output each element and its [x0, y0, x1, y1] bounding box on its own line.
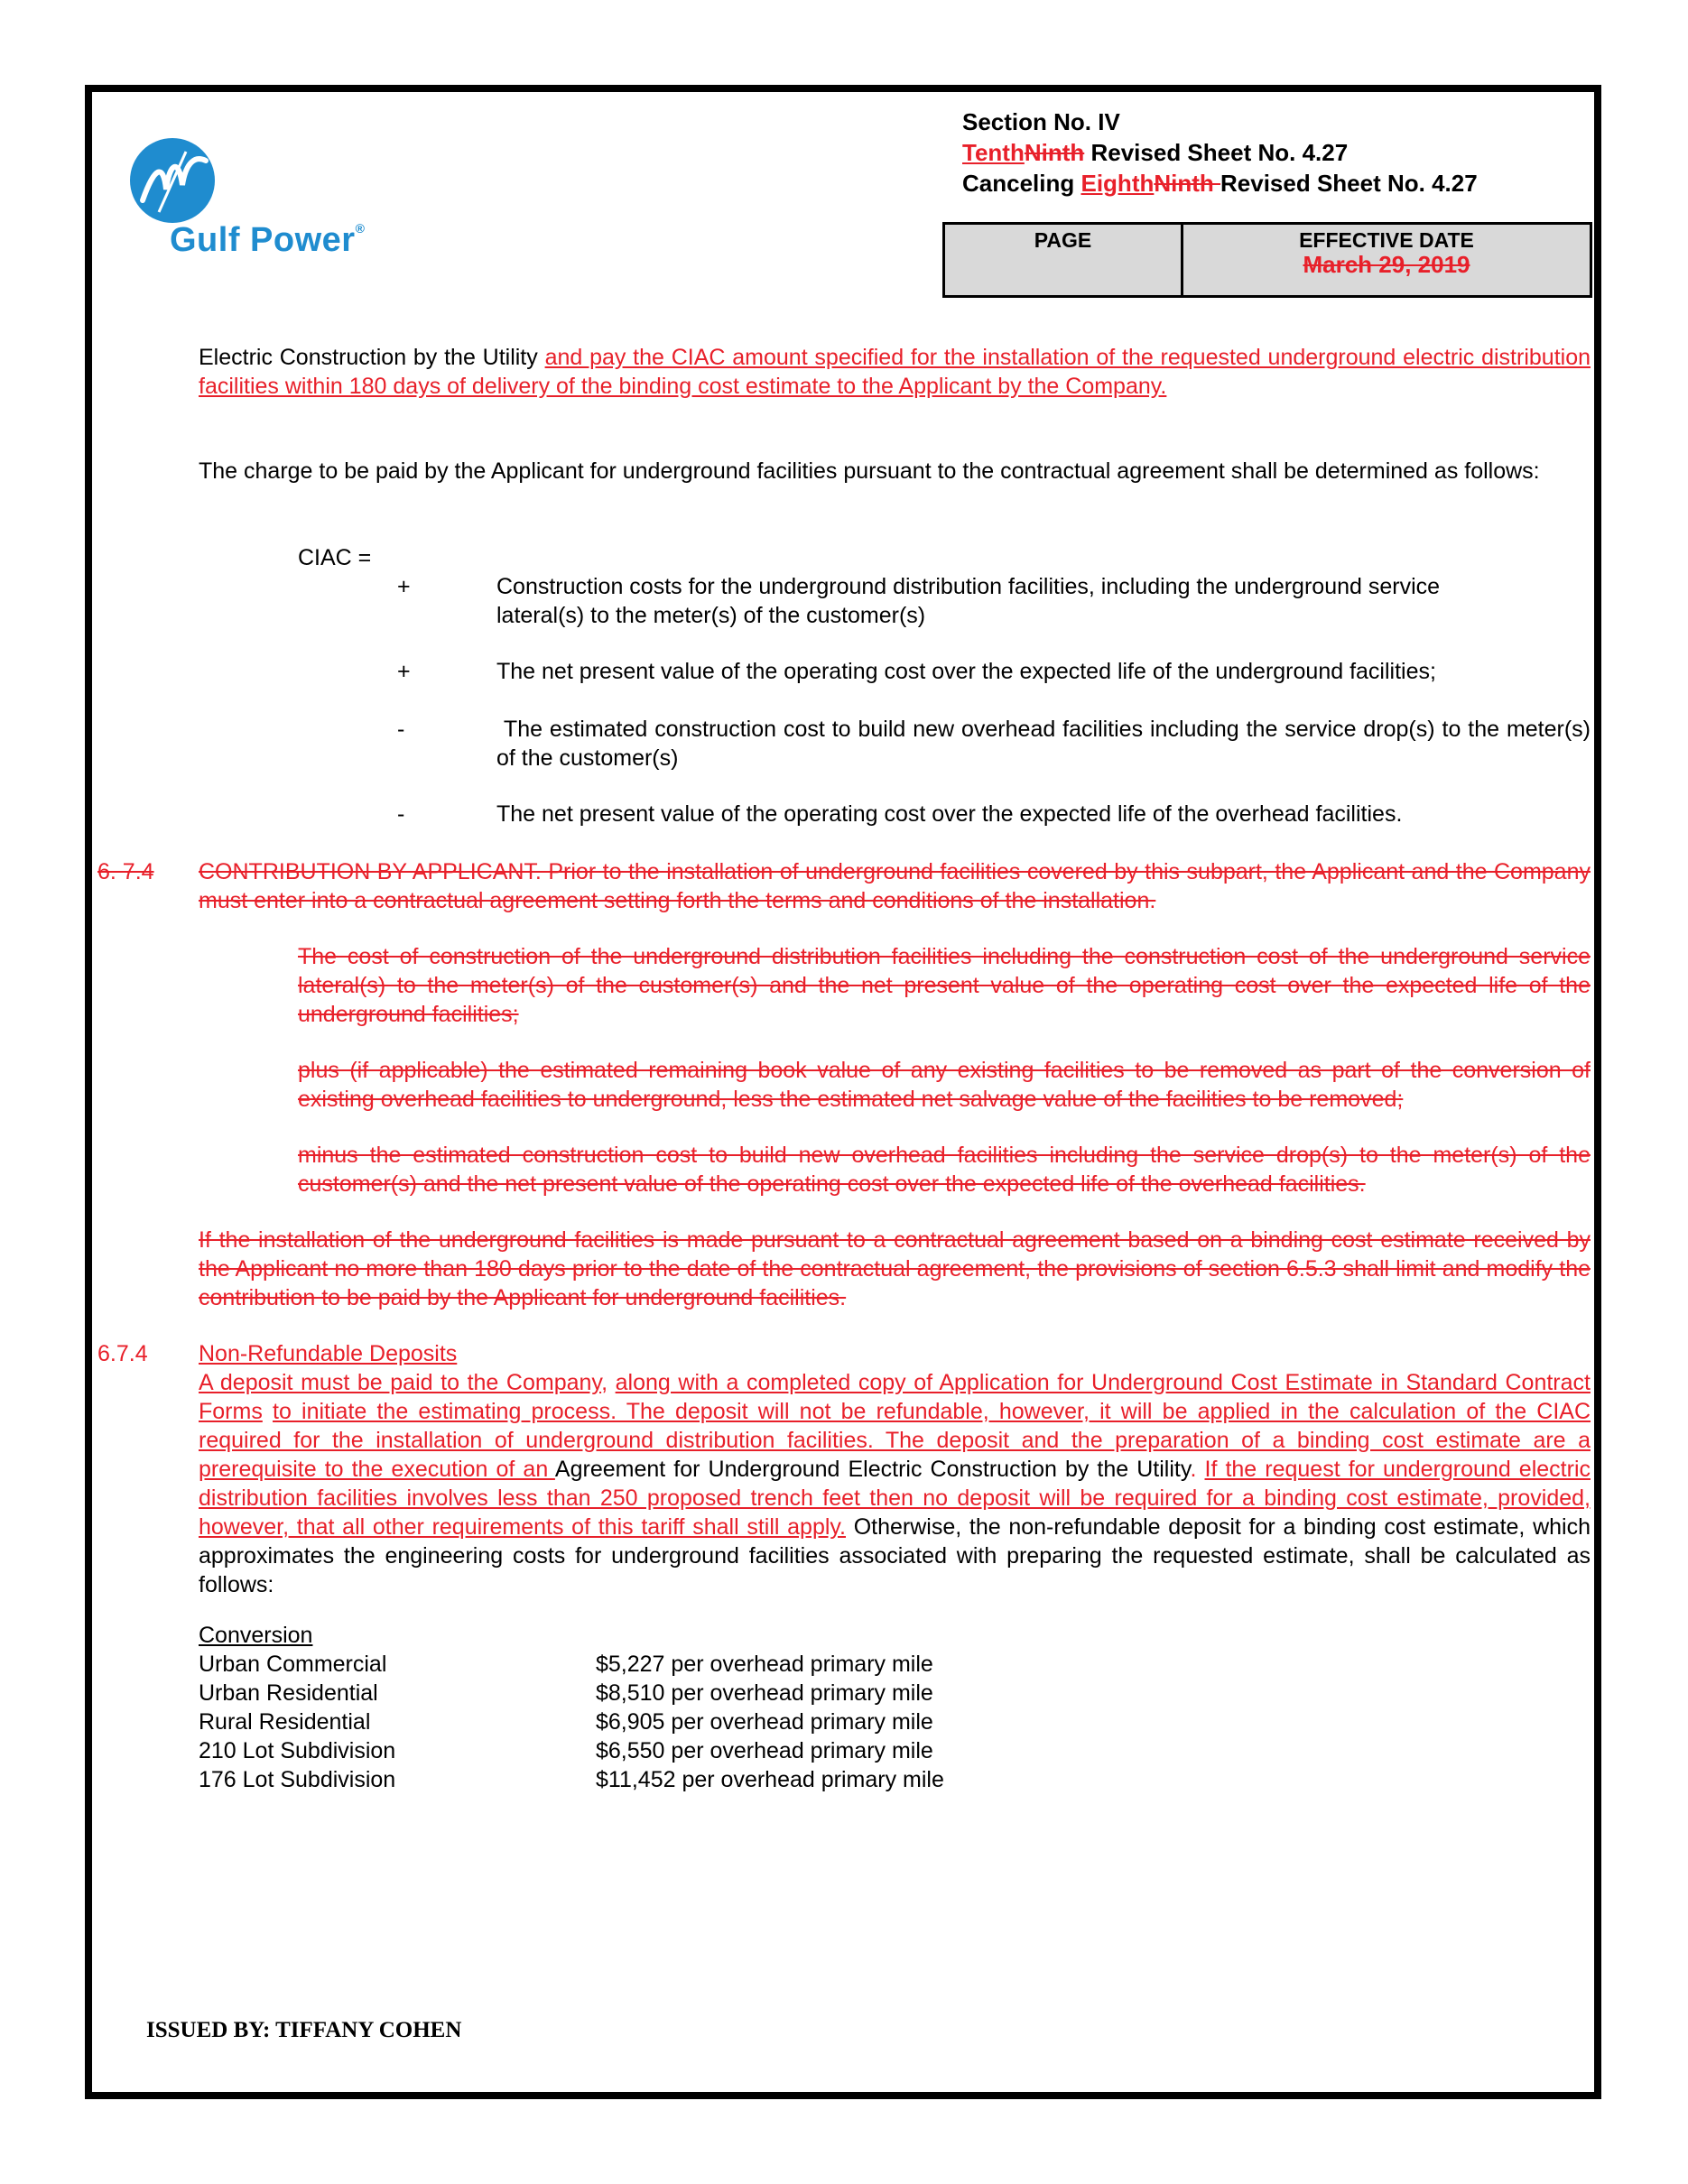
- ciac-sign-1: +: [397, 574, 411, 599]
- section-number: Section No. IV: [962, 108, 1120, 135]
- gulf-power-logo-icon: [123, 135, 222, 226]
- charge-paragraph: The charge to be paid by the Applicant for underground facilities pursuant to the contractual agreement shall be determined as follows:: [199, 458, 1540, 484]
- conversion-label: Urban Residential: [199, 1680, 378, 1706]
- section-674-title: Non-Refundable Deposits: [199, 1341, 458, 1366]
- conversion-label: Rural Residential: [199, 1709, 371, 1735]
- ciac-sign-4: -: [397, 801, 405, 827]
- section-674-body: A deposit must be paid to the Company, along with a completed copy of Application for Underground Cost Estimate in Standard Contract Forms to initiate the estimating process. The deposit will not be refundable, however, it will be applied in the calculation of the CIAC required for the installation of underground distribution facilities. The deposit and the preparation of a binding cost estimate are a prerequisite to the execution of an Agreement for Underground Electric Construction by the Utility. If the request for underground electric distribution facilities involves less than 250 proposed trench feet then no deposit will be required for a binding cost estimate, provided, however, that all other requirements of this tariff shall still apply. Otherwise, the non-refundable deposit for a binding cost estimate, which approximates the engineering costs for underground facilities associated with preparing the requested estimate, shall be calculated as follows:: [199, 1370, 1591, 1597]
- conversion-row: [199, 1707, 370, 1736]
- conversion-label: Urban Commercial: [199, 1652, 387, 1677]
- ciac-item-4: The net present value of the operating cost over the expected life of the overhead facilities.: [496, 801, 1403, 827]
- intro-paragraph: Electric Construction by the Utility and pay the CIAC amount specified for the installation of the requested underground electric distribution facilities within 180 days of delivery of the binding cost estimate to the Applicant by the Company.: [199, 345, 1591, 399]
- company-logo: [123, 135, 421, 262]
- conversion-value: $8,510 per overhead primary mile: [596, 1680, 933, 1706]
- conversion-row: [199, 1650, 386, 1679]
- ciac-item-3: The estimated construction cost to build new overhead facilities including the service drop(s) to the meter(s) of the customer(s): [496, 717, 1597, 771]
- deleted-item-1: The cost of construction of the underground distribution facilities including the construction cost of the underground service lateral(s) to the meter(s) of the customer(s) and the net present value of the operating cost over the expected life of the underground facilities;: [298, 944, 1591, 1027]
- ciac-sign-3: -: [397, 717, 405, 742]
- logo-text: Gulf Power®: [170, 221, 366, 259]
- deleted-section-heading: CONTRIBUTION BY APPLICANT. Prior to the installation of underground facilities covered by this subpart, the Applicant and the Company must enter into a contractual agreement setting forth the terms and conditions of the installation.: [199, 859, 1591, 913]
- deleted-closing: If the installation of the underground facilities is made pursuant to a contractual agreement based on a binding cost estimate received by the Applicant no more than 180 days prior to the date of the contractual agreement, the provisions of section 6.5.3 shall limit and modify the contribution to be paid by the Applicant for underground facilities.: [199, 1227, 1591, 1310]
- effective-date-cell: EFFECTIVE DATE March 29, 2019: [1183, 225, 1590, 295]
- issued-by: ISSUED BY: TIFFANY COHEN: [146, 2018, 462, 2042]
- conversion-value: $11,452 per overhead primary mile: [596, 1767, 944, 1792]
- conversion-value: $6,905 per overhead primary mile: [596, 1709, 933, 1735]
- conversion-row: [199, 1679, 378, 1707]
- deleted-item-2: plus (if applicable) the estimated remaining book value of any existing facilities to be removed as part of the conversion of existing overhead facilities to underground, less the estimated net salvage value of the facilities to be removed;: [298, 1058, 1591, 1112]
- conversion-row: [199, 1765, 395, 1794]
- section-674-number: 6.7.4: [97, 1341, 148, 1366]
- ciac-item-1: Construction costs for the underground distribution facilities, including the underground service lateral(s) to the meter(s) of the customer(s): [496, 574, 1441, 628]
- conversion-row: [199, 1736, 395, 1765]
- ciac-sign-2: +: [397, 659, 411, 684]
- conversion-title: Conversion: [199, 1623, 313, 1648]
- conversion-label: 176 Lot Subdivision: [199, 1767, 396, 1792]
- conversion-value: $5,227 per overhead primary mile: [596, 1652, 933, 1677]
- effective-date-old: March 29, 2019: [1303, 251, 1470, 278]
- revised-sheet: TenthNinth Revised Sheet No. 4.27: [962, 139, 1349, 166]
- page-effective-date-box: [942, 222, 1592, 298]
- page-cell: PAGE: [945, 225, 1183, 295]
- conversion-value: $6,550 per overhead primary mile: [596, 1738, 933, 1763]
- conversion-label: 210 Lot Subdivision: [199, 1738, 396, 1763]
- ciac-item-2: The net present value of the operating cost over the expected life of the underground facilities;: [496, 659, 1436, 684]
- sheet-header: [962, 106, 1594, 199]
- canceling-sheet: Canceling EighthNinth Revised Sheet No. 4.27: [962, 170, 1478, 197]
- deleted-section-number: 6. 7.4: [97, 859, 154, 884]
- ciac-label: CIAC =: [298, 545, 372, 570]
- deleted-item-3: minus the estimated construction cost to build new overhead facilities including the service drop(s) to the meter(s) of the customer(s) and the net present value of the operating cost over the expected life of the overhead facilities.: [298, 1143, 1591, 1197]
